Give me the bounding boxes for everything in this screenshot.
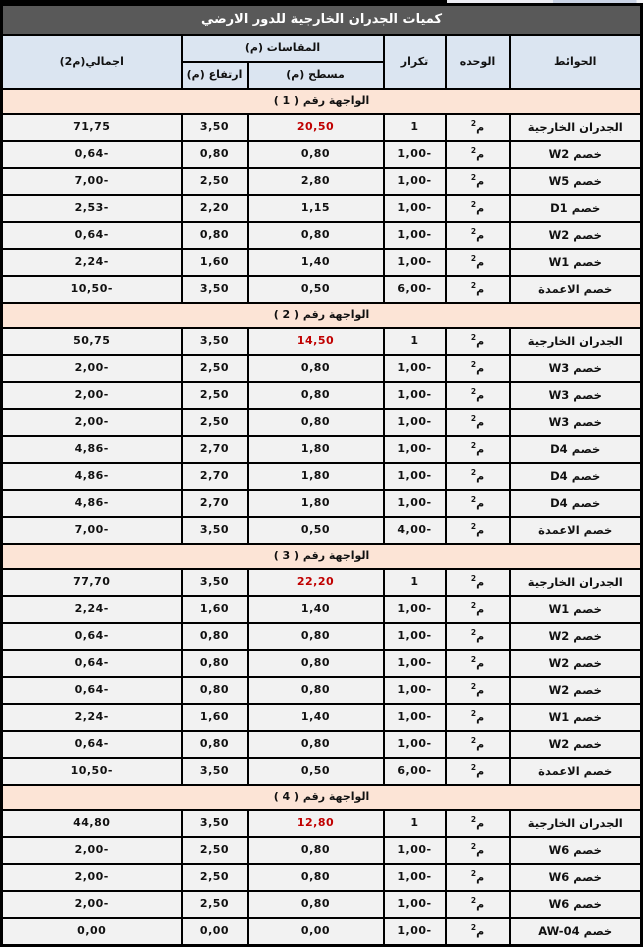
width-cell: 22,20 [248,569,384,596]
height-cell: 0,80 [182,141,248,168]
height-cell: 2,50 [182,355,248,382]
height-cell: 2,70 [182,463,248,490]
title-row [2,5,642,36]
unit-cell [446,463,510,490]
width-cell: 20,50 [248,114,384,141]
total-cell: 10,50- [2,276,182,303]
repeat-cell: 1,00- [384,891,446,918]
width-cell: 1,80 [248,436,384,463]
width-cell: 1,40 [248,596,384,623]
repeat-cell: 1,00- [384,623,446,650]
width-cell: 1,15 [248,195,384,222]
table-row [2,141,642,168]
wall-name-cell: الجدران الخارجية [510,810,642,837]
unit-superscript: 2 [470,281,477,291]
unit-superscript: 2 [470,200,477,210]
total-cell: 2,00- [2,864,182,891]
repeat-cell: 1,00- [384,918,446,946]
unit-cell [446,168,510,195]
table-row [2,810,642,837]
unit-base: م [476,497,485,511]
section-header-row [2,89,642,114]
total-cell: 44,80 [2,810,182,837]
unit-cell [446,355,510,382]
col-header-total: اجمالي(م2) [2,35,182,89]
width-cell: 0,00 [248,918,384,946]
total-cell: 0,64- [2,650,182,677]
repeat-cell: 1 [384,328,446,355]
height-cell: 3,50 [182,328,248,355]
width-cell: 0,80 [248,677,384,704]
height-cell: 0,80 [182,222,248,249]
unit-base: م [476,630,485,644]
total-cell: 0,64- [2,623,182,650]
unit-base: م [476,256,485,270]
unit-superscript: 2 [470,574,477,584]
unit-superscript: 2 [470,119,477,129]
width-cell: 0,80 [248,141,384,168]
height-cell: 2,70 [182,490,248,517]
height-cell: 1,60 [182,704,248,731]
repeat-cell: 1,00- [384,168,446,195]
repeat-cell: 1,00- [384,463,446,490]
total-cell: 71,75 [2,114,182,141]
wall-name-cell: خصم W1 [510,704,642,731]
wall-name-cell: خصم D4 [510,436,642,463]
repeat-cell: 6,00- [384,276,446,303]
total-cell: 2,00- [2,891,182,918]
total-cell: 77,70 [2,569,182,596]
wall-name-cell: خصم W1 [510,596,642,623]
total-cell: 4,86- [2,436,182,463]
repeat-cell: 1,00- [384,382,446,409]
unit-superscript: 2 [470,333,477,343]
wall-name-cell: الجدران الخارجية [510,328,642,355]
table-row [2,436,642,463]
repeat-cell: 1,00- [384,490,446,517]
width-cell: 0,80 [248,355,384,382]
unit-cell [446,758,510,785]
section-header-row [2,544,642,569]
width-cell: 0,80 [248,891,384,918]
repeat-cell: 1 [384,569,446,596]
width-cell: 0,80 [248,222,384,249]
wall-name-cell: خصم W2 [510,222,642,249]
height-cell: 3,50 [182,276,248,303]
unit-cell [446,222,510,249]
height-cell: 3,50 [182,810,248,837]
table-row [2,114,642,141]
unit-superscript: 2 [470,923,477,933]
total-cell: 0,64- [2,731,182,758]
wall-name-cell: خصم W3 [510,382,642,409]
height-cell: 2,20 [182,195,248,222]
unit-superscript: 2 [470,441,477,451]
unit-cell [446,409,510,436]
width-cell: 1,80 [248,463,384,490]
unit-superscript: 2 [470,628,477,638]
table-row [2,490,642,517]
total-cell: 0,64- [2,222,182,249]
unit-cell [446,114,510,141]
table-row [2,168,642,195]
unit-superscript: 2 [470,601,477,611]
unit-superscript: 2 [470,387,477,397]
repeat-cell: 1,00- [384,837,446,864]
unit-superscript: 2 [470,254,477,264]
unit-base: م [476,202,485,216]
section-header-label: الواجهة رقم ( 2 ) [2,303,642,328]
repeat-cell: 1,00- [384,409,446,436]
height-cell: 0,80 [182,623,248,650]
col-header-repeat: تكرار [384,35,446,89]
unit-base: م [476,925,485,939]
unit-superscript: 2 [470,815,477,825]
unit-base: م [476,898,485,912]
height-cell: 0,80 [182,731,248,758]
table-row [2,328,642,355]
sheet-title: كميات الجدران الخارجية للدور الارضي [2,5,642,36]
unit-base: م [476,416,485,430]
unit-base: م [476,684,485,698]
wall-name-cell: خصم W2 [510,677,642,704]
width-cell: 0,50 [248,758,384,785]
unit-base: م [476,470,485,484]
width-cell: 0,50 [248,276,384,303]
unit-cell [446,623,510,650]
repeat-cell: 1 [384,114,446,141]
total-cell: 2,53- [2,195,182,222]
wall-name-cell: خصم W3 [510,355,642,382]
width-cell: 1,40 [248,704,384,731]
wall-name-cell: خصم W5 [510,168,642,195]
table-row [2,222,642,249]
section-header-row [2,785,642,810]
repeat-cell: 1,00- [384,141,446,168]
wall-name-cell: خصم D1 [510,195,642,222]
header-row [2,35,642,62]
width-cell: 14,50 [248,328,384,355]
table-row [2,569,642,596]
table-row [2,596,642,623]
height-cell: 2,50 [182,382,248,409]
width-cell: 0,80 [248,864,384,891]
table-row [2,837,642,864]
unit-cell [446,864,510,891]
height-cell: 3,50 [182,517,248,544]
width-cell: 1,80 [248,490,384,517]
repeat-cell: 1,00- [384,864,446,891]
table-row [2,677,642,704]
unit-cell [446,490,510,517]
repeat-cell: 1,00- [384,195,446,222]
repeat-cell: 1,00- [384,650,446,677]
repeat-cell: 1,00- [384,436,446,463]
table-row [2,704,642,731]
quantities-table [0,3,643,947]
unit-superscript: 2 [470,655,477,665]
unit-base: م [476,443,485,457]
total-cell: 2,00- [2,355,182,382]
unit-cell [446,328,510,355]
table-row [2,731,642,758]
wall-name-cell: خصم W2 [510,650,642,677]
unit-base: م [476,229,485,243]
total-cell: 7,00- [2,517,182,544]
unit-base: م [476,738,485,752]
unit-cell [446,650,510,677]
table-row [2,864,642,891]
width-cell: 0,50 [248,517,384,544]
total-cell: 2,24- [2,704,182,731]
unit-cell [446,249,510,276]
table-row [2,623,642,650]
unit-base: م [476,871,485,885]
table-row [2,891,642,918]
unit-superscript: 2 [470,360,477,370]
repeat-cell: 1,00- [384,222,446,249]
wall-name-cell: الجدران الخارجية [510,569,642,596]
height-cell: 0,80 [182,677,248,704]
unit-base: م [476,817,485,831]
repeat-cell: 1,00- [384,731,446,758]
repeat-cell: 1,00- [384,249,446,276]
width-cell: 0,80 [248,731,384,758]
unit-superscript: 2 [470,763,477,773]
wall-name-cell: خصم AW-04 [510,918,642,946]
width-cell: 12,80 [248,810,384,837]
table-row [2,382,642,409]
height-cell: 3,50 [182,569,248,596]
wall-name-cell: خصم W6 [510,891,642,918]
unit-cell [446,891,510,918]
unit-superscript: 2 [470,227,477,237]
wall-name-cell: خصم D4 [510,463,642,490]
col-header-unit: الوحده [446,35,510,89]
total-cell: 10,50- [2,758,182,785]
unit-cell [446,837,510,864]
wall-name-cell: خصم W6 [510,864,642,891]
unit-base: م [476,711,485,725]
unit-cell [446,731,510,758]
unit-superscript: 2 [470,869,477,879]
repeat-cell: 1,00- [384,677,446,704]
unit-cell [446,704,510,731]
table-row [2,355,642,382]
table-row [2,650,642,677]
height-cell: 2,50 [182,837,248,864]
table-row [2,918,642,946]
unit-cell [446,810,510,837]
wall-name-cell: خصم W3 [510,409,642,436]
height-cell: 2,70 [182,436,248,463]
unit-cell [446,569,510,596]
wall-name-cell: خصم W1 [510,249,642,276]
unit-superscript: 2 [470,709,477,719]
width-cell: 0,80 [248,623,384,650]
total-cell: 2,00- [2,409,182,436]
section-header-label: الواجهة رقم ( 1 ) [2,89,642,114]
width-cell: 1,40 [248,249,384,276]
table-row [2,758,642,785]
wall-name-cell: خصم الاعمدة [510,517,642,544]
wall-name-cell: خصم D4 [510,490,642,517]
unit-superscript: 2 [470,495,477,505]
unit-base: م [476,657,485,671]
unit-cell [446,596,510,623]
height-cell: 1,60 [182,596,248,623]
width-cell: 0,80 [248,382,384,409]
wall-name-cell: خصم W2 [510,623,642,650]
unit-superscript: 2 [470,146,477,156]
unit-superscript: 2 [470,414,477,424]
table-row [2,463,642,490]
height-cell: 0,80 [182,650,248,677]
repeat-cell: 1 [384,810,446,837]
height-cell: 2,50 [182,891,248,918]
repeat-cell: 1,00- [384,596,446,623]
unit-base: م [476,148,485,162]
total-cell: 50,75 [2,328,182,355]
total-cell: 2,00- [2,837,182,864]
section-header-row [2,303,642,328]
total-cell: 2,00- [2,382,182,409]
col-header-measurements: المقاسات (م) [182,35,384,62]
unit-cell [446,141,510,168]
unit-superscript: 2 [470,896,477,906]
section-header-label: الواجهة رقم ( 4 ) [2,785,642,810]
width-cell: 0,80 [248,837,384,864]
wall-name-cell: خصم W2 [510,731,642,758]
total-cell: 2,24- [2,249,182,276]
col-header-width: مسطح (م) [248,62,384,89]
height-cell: 0,00 [182,918,248,946]
wall-name-cell: خصم الاعمدة [510,276,642,303]
unit-base: م [476,524,485,538]
height-cell: 2,50 [182,168,248,195]
unit-cell [446,517,510,544]
unit-base: م [476,389,485,403]
height-cell: 3,50 [182,758,248,785]
unit-cell [446,677,510,704]
col-header-height: ارتفاع (م) [182,62,248,89]
unit-base: م [476,765,485,779]
wall-name-cell: خصم W6 [510,837,642,864]
unit-superscript: 2 [470,468,477,478]
wall-name-cell: خصم الاعمدة [510,758,642,785]
table-row [2,276,642,303]
height-cell: 2,50 [182,409,248,436]
width-cell: 0,80 [248,650,384,677]
table-row [2,409,642,436]
height-cell: 1,60 [182,249,248,276]
wall-name-cell: خصم W2 [510,141,642,168]
repeat-cell: 1,00- [384,355,446,382]
table-row [2,517,642,544]
unit-superscript: 2 [470,842,477,852]
wall-name-cell: الجدران الخارجية [510,114,642,141]
width-cell: 0,80 [248,409,384,436]
repeat-cell: 4,00- [384,517,446,544]
unit-base: م [476,362,485,376]
total-cell: 4,86- [2,490,182,517]
total-cell: 0,64- [2,677,182,704]
unit-base: م [476,844,485,858]
unit-cell [446,918,510,946]
repeat-cell: 1,00- [384,704,446,731]
unit-superscript: 2 [470,173,477,183]
unit-base: م [476,121,485,135]
unit-superscript: 2 [470,682,477,692]
width-cell: 2,80 [248,168,384,195]
unit-superscript: 2 [470,736,477,746]
section-header-label: الواجهة رقم ( 3 ) [2,544,642,569]
height-cell: 2,50 [182,864,248,891]
height-cell: 3,50 [182,114,248,141]
unit-superscript: 2 [470,522,477,532]
total-cell: 0,00 [2,918,182,946]
unit-base: م [476,603,485,617]
repeat-cell: 6,00- [384,758,446,785]
unit-base: م [476,576,485,590]
total-cell: 2,24- [2,596,182,623]
unit-cell [446,382,510,409]
unit-base: م [476,175,485,189]
col-header-walls: الحوائط [510,35,642,89]
unit-cell [446,195,510,222]
unit-cell [446,276,510,303]
total-cell: 4,86- [2,463,182,490]
unit-base: م [476,283,485,297]
unit-cell [446,436,510,463]
table-row [2,195,642,222]
total-cell: 0,64- [2,141,182,168]
table-row [2,249,642,276]
unit-base: م [476,335,485,349]
total-cell: 7,00- [2,168,182,195]
